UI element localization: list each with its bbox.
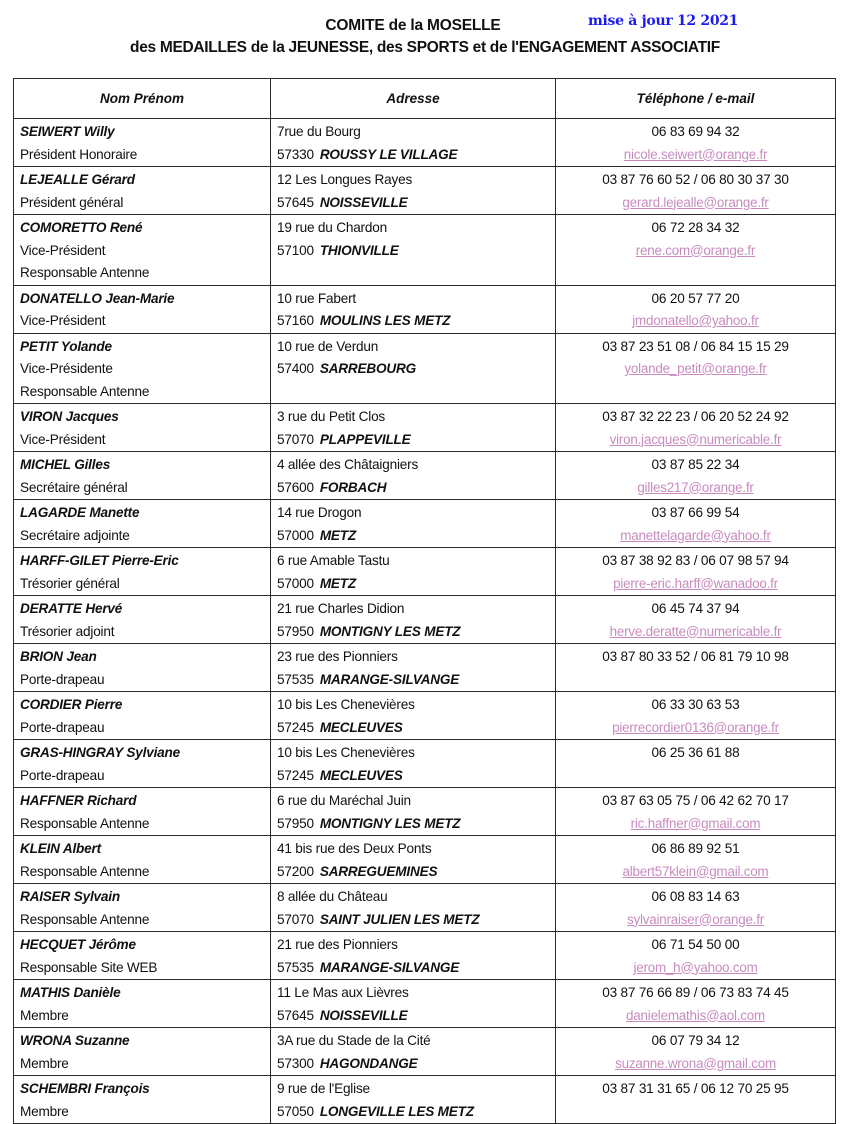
email-link[interactable]: jerom_h@yahoo.com [633,959,758,975]
address-cell [271,285,556,333]
street: 21 rue Charles Didion [277,601,405,616]
update-note: mise à jour 12 2021 [588,13,739,29]
address-cell [271,884,556,932]
contact-cell [556,1028,836,1076]
column-header-contact: Téléphone / e-mail [556,79,836,119]
phone-number: 03 87 76 66 89 / 06 73 83 74 45 [602,985,789,1000]
member-role: Responsable Site WEB [20,959,158,975]
member-role: Membre [20,1007,69,1023]
postcode: 57245 [277,767,314,783]
member-role: Vice-Président [20,313,106,328]
member-cell [14,884,271,932]
contact-cell [556,884,836,932]
phone-number: 03 87 76 60 52 / 06 80 30 37 30 [602,172,789,187]
street: 23 rue des Pionniers [277,649,398,664]
table-row [14,1076,836,1124]
address-cell [271,500,556,548]
members-table [13,78,836,1124]
address-cell [271,1028,556,1076]
postcode: 57645 [277,1007,314,1023]
member-role: Trésorier adjoint [20,623,115,639]
member-cell [14,452,271,500]
member-role: Responsable Antenne [20,863,150,879]
contact-cell [556,644,836,692]
postcode: 57245 [277,719,314,735]
email-link[interactable]: viron.jacques@numericable.fr [609,431,782,447]
member-role: Secrétaire adjointe [20,527,130,543]
member-cell [14,333,271,404]
member-cell [14,932,271,980]
city: NOISSEVILLE [319,1007,408,1023]
member-role: Vice-Président [20,242,106,258]
email-link[interactable]: gerard.lejealle@orange.fr [622,194,769,210]
email-link[interactable]: herve.deratte@numericable.fr [609,623,782,639]
member-name: PETIT Yolande [20,338,112,354]
member-cell [14,980,271,1028]
column-header-address: Adresse [271,79,556,119]
contact-cell [556,285,836,333]
street: 10 bis Les Chenevières [277,697,415,712]
address-cell [271,548,556,596]
postcode: 57070 [277,911,314,927]
phone-number: 06 20 57 77 20 [651,290,740,306]
phone-number: 03 87 63 05 75 / 06 42 62 70 17 [602,793,789,808]
postcode: 57000 [277,527,314,543]
table-row [14,932,836,980]
contact-cell [556,215,836,286]
street: 6 rue Amable Tastu [277,553,390,568]
street: 14 rue Drogon [277,505,362,520]
address-cell [271,167,556,215]
postcode: 57600 [277,479,314,495]
contact-cell [556,836,836,884]
member-name: GRAS-HINGRAY Sylviane [20,745,180,760]
contact-cell [556,980,836,1028]
postcode: 57160 [277,313,314,328]
member-cell [14,500,271,548]
postcode: 57100 [277,242,314,258]
member-name: MICHEL Gilles [20,457,111,472]
email-link[interactable]: nicole.seiwert@orange.fr [623,146,768,162]
member-name: CORDIER Pierre [20,697,123,712]
table-row [14,452,836,500]
email-link[interactable]: yolande_petit@orange.fr [624,361,767,376]
postcode: 57000 [277,575,314,591]
member-name: DONATELLO Jean-Marie [20,290,175,306]
member-cell [14,285,271,333]
table-row [14,1028,836,1076]
member-name: HARFF-GILET Pierre-Eric [20,553,179,568]
address-cell [271,215,556,286]
member-role: Vice-Président [20,431,106,447]
member-name: HECQUET Jérôme [20,937,136,952]
city: LONGEVILLE LES METZ [319,1103,474,1119]
street: 6 rue du Maréchal Juin [277,793,411,808]
phone-number: 06 07 79 34 12 [651,1033,740,1048]
member-role: Responsable Antenne [20,815,150,831]
member-name: SCHEMBRI François [20,1081,150,1096]
address-cell [271,596,556,644]
city: PLAPPEVILLE [319,431,411,447]
phone-number: 03 87 66 99 54 [651,505,740,520]
city: HAGONDANGE [319,1055,418,1071]
member-cell [14,167,271,215]
city: SAINT JULIEN LES METZ [319,911,480,927]
member-role: Porte-drapeau [20,767,105,783]
postcode: 57645 [277,194,314,210]
table-row [14,788,836,836]
table-row [14,596,836,644]
city: SARREGUEMINES [319,863,438,879]
column-header-name: Nom Prénom [14,79,271,119]
postcode: 57070 [277,431,314,447]
table-row [14,285,836,333]
member-name: LAGARDE Manette [20,505,140,520]
member-role: Responsable Antenne [20,265,150,280]
phone-number: 06 71 54 50 00 [651,937,740,952]
postcode: 57950 [277,623,314,639]
city: ROUSSY LE VILLAGE [319,146,458,162]
postcode: 57200 [277,863,314,879]
address-cell [271,788,556,836]
table-row [14,119,836,167]
member-role: Vice-Présidente [20,361,113,376]
phone-number: 06 33 30 63 53 [651,697,740,712]
phone-number: 03 87 32 22 23 / 06 20 52 24 92 [602,409,789,424]
street: 8 allée du Château [277,889,388,904]
phone-number: 06 45 74 37 94 [651,601,740,616]
contact-cell [556,167,836,215]
street: 21 rue des Pionniers [277,937,398,952]
table-row [14,333,836,404]
member-name: HAFFNER Richard [20,793,137,808]
contact-cell [556,596,836,644]
table-row [14,980,836,1028]
street: 7rue du Bourg [277,124,361,139]
table-row [14,404,836,452]
member-name: BRION Jean [20,649,97,664]
postcode: 57535 [277,959,314,975]
member-role: Président général [20,194,124,210]
email-link[interactable]: pierrecordier0136@orange.fr [612,719,779,735]
table-row [14,692,836,740]
city: MONTIGNY LES METZ [319,815,461,831]
email-link[interactable]: suzanne.wrona@gmail.com [615,1055,776,1071]
postcode: 57400 [277,361,314,376]
address-cell [271,333,556,404]
member-role: Responsable Antenne [20,383,150,399]
city: THIONVILLE [319,242,399,258]
contact-cell [556,932,836,980]
email-link[interactable]: sylvainraiser@orange.fr [626,911,764,927]
street: 12 Les Longues Rayes [277,172,413,187]
address-cell [271,452,556,500]
postcode: 57535 [277,671,314,687]
street: 4 allée des Châtaigniers [277,457,419,472]
address-cell [271,980,556,1028]
phone-number: 03 87 31 31 65 / 06 12 70 25 95 [602,1081,789,1096]
member-cell [14,836,271,884]
member-name: KLEIN Albert [20,841,101,856]
address-cell [271,932,556,980]
phone-number: 03 87 38 92 83 / 06 07 98 57 94 [602,553,789,568]
member-role: Porte-drapeau [20,719,105,735]
member-cell [14,1076,271,1124]
street: 11 Le Mas aux Lièvres [277,985,409,1000]
member-name: WRONA Suzanne [20,1033,130,1048]
member-role: Porte-drapeau [20,671,105,687]
contact-cell [556,788,836,836]
street: 19 rue du Chardon [277,220,387,235]
member-cell [14,119,271,167]
contact-cell [556,452,836,500]
member-name: DERATTE Hervé [20,601,123,616]
member-cell [14,740,271,788]
city: FORBACH [319,479,387,495]
city: NOISSEVILLE [319,194,408,210]
phone-number: 03 87 85 22 34 [651,457,740,472]
address-cell [271,119,556,167]
email-link[interactable]: ric.haffner@gmail.com [630,815,761,831]
address-cell [271,836,556,884]
member-cell [14,548,271,596]
contact-cell [556,404,836,452]
street: 9 rue de l'Eglise [277,1081,370,1096]
member-name: LEJEALLE Gérard [20,172,135,187]
phone-number: 06 72 28 34 32 [651,220,740,235]
phone-number: 06 25 36 61 88 [651,745,740,760]
member-cell [14,692,271,740]
table-row [14,215,836,286]
member-name: RAISER Sylvain [20,889,120,904]
address-cell [271,692,556,740]
postcode: 57950 [277,815,314,831]
postcode: 57330 [277,146,314,162]
member-role: Président Honoraire [20,146,138,162]
member-role: Secrétaire général [20,479,128,495]
member-role: Trésorier général [20,575,120,591]
email-link[interactable]: manettelagarde@yahoo.fr [620,527,771,543]
address-cell [271,644,556,692]
city: MARANGE-SILVANGE [319,959,460,975]
contact-cell [556,333,836,404]
member-cell [14,215,271,286]
postcode: 57050 [277,1103,314,1119]
city: MARANGE-SILVANGE [319,671,460,687]
table-row [14,167,836,215]
contact-cell [556,692,836,740]
email-link[interactable]: pierre-eric.harff@wanadoo.fr [613,575,778,591]
phone-number: 06 08 83 14 63 [651,889,740,904]
street: 3 rue du Petit Clos [277,409,386,424]
city: METZ [319,575,357,591]
table-row [14,740,836,788]
city: MONTIGNY LES METZ [319,623,461,639]
member-name: VIRON Jacques [20,409,119,424]
address-cell [271,1076,556,1124]
member-role: Responsable Antenne [20,911,150,927]
street: 10 rue Fabert [277,290,357,306]
member-role: Membre [20,1103,69,1119]
address-cell [271,404,556,452]
city: MECLEUVES [319,767,403,783]
document-subtitle: des MEDAILLES de la JEUNESSE, des SPORTS et de l'ENGAGEMENT ASSOCIATIF [130,39,720,56]
postcode: 57300 [277,1055,314,1071]
contact-cell [556,500,836,548]
table-row [14,500,836,548]
street: 3A rue du Stade de la Cité [277,1033,431,1048]
table-row [14,548,836,596]
email-link[interactable]: gilles217@orange.fr [637,479,754,495]
phone-number: 03 87 80 33 52 / 06 81 79 10 98 [602,649,789,664]
city: MOULINS LES METZ [319,313,451,328]
member-name: MATHIS Danièle [20,985,121,1000]
city: METZ [319,527,357,543]
address-cell [271,740,556,788]
phone-number: 03 87 23 51 08 / 06 84 15 15 29 [602,338,789,354]
email-link[interactable]: jmdonatello@yahoo.fr [632,313,759,328]
table-row [14,884,836,932]
member-cell [14,1028,271,1076]
member-name: SEIWERT Willy [20,124,115,139]
member-cell [14,596,271,644]
street: 41 bis rue des Deux Ponts [277,841,432,856]
contact-cell [556,119,836,167]
phone-number: 06 83 69 94 32 [651,124,740,139]
phone-number: 06 86 89 92 51 [651,841,740,856]
city: MECLEUVES [319,719,403,735]
email-link[interactable]: albert57klein@gmail.com [622,863,769,879]
contact-cell [556,740,836,788]
street: 10 bis Les Chenevières [277,745,415,760]
member-cell [14,788,271,836]
table-row [14,836,836,884]
city: SARREBOURG [319,361,416,376]
table-row [14,644,836,692]
document-title: COMITE de la MOSELLE [325,17,501,34]
email-link[interactable]: danielemathis@aol.com [626,1007,765,1023]
table-header-row [14,79,836,119]
street: 10 rue de Verdun [277,338,379,354]
member-cell [14,644,271,692]
member-name: COMORETTO René [20,220,143,235]
contact-cell [556,1076,836,1124]
email-link[interactable]: rene.com@orange.fr [635,242,756,258]
member-role: Membre [20,1055,69,1071]
member-cell [14,404,271,452]
contact-cell [556,548,836,596]
